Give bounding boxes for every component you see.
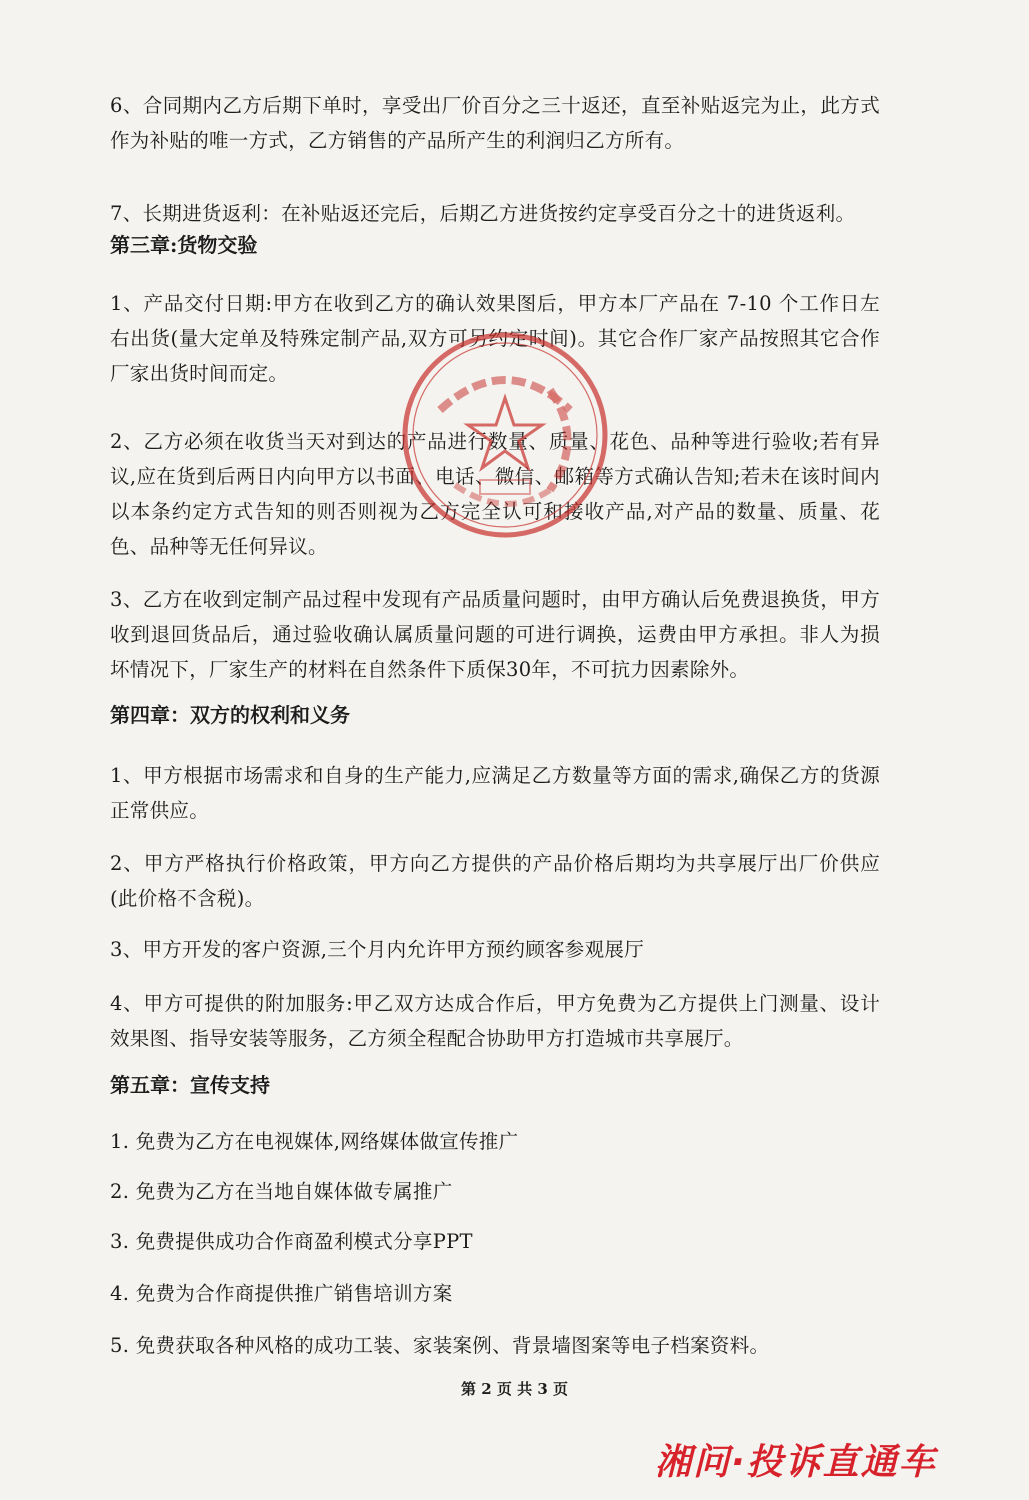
chapter-3-heading: 第三章:货物交验 <box>110 233 258 257</box>
clause-5-2: 2. 免费为乙方在当地自媒体做专属推广 <box>110 1180 453 1203</box>
clause-5-4: 4. 免费为合作商提供推广销售培训方案 <box>110 1282 453 1305</box>
clause-5-1: 1. 免费为乙方在电视媒体,网络媒体做宣传推广 <box>110 1130 519 1153</box>
clause-5-5: 5. 免费获取各种风格的成功工装、家装案例、背景墙图案等电子档案资料。 <box>110 1334 770 1357</box>
clause-4-4: 4、甲方可提供的附加服务:甲乙双方达成合作后，甲方免费为乙方提供上门测量、设计效果图、指导安装等服务，乙方须全程配合协助甲方打造城市共享展厅。 <box>110 992 880 1050</box>
clause-4-2: 2、甲方严格执行价格政策，甲方向乙方提供的产品价格后期均为共享展厅出厂价供应(此价格不含税)。 <box>110 852 880 910</box>
chapter-5-heading: 第五章：宣传支持 <box>110 1073 270 1097</box>
clause-6: 6、合同期内乙方后期下单时，享受出厂价百分之三十返还，直至补贴返完为止，此方式作为补贴的唯一方式，乙方销售的产品所产生的利润归乙方所有。 <box>110 94 880 152</box>
clause-5-3: 3. 免费提供成功合作商盈利模式分享PPT <box>110 1230 473 1253</box>
clause-7: 7、长期进货返利：在补贴返还完后，后期乙方进货按约定享受百分之十的进货返利。 <box>110 202 856 225</box>
watermark-logo: 湘问·投诉直通车 <box>655 1442 937 1483</box>
clause-4-3: 3、甲方开发的客户资源,三个月内允许甲方预约顾客参观展厅 <box>110 938 645 961</box>
clause-3-3: 3、乙方在收到定制产品过程中发现有产品质量问题时，由甲方确认后免费退换货，甲方收到退回货品后，通过验收确认属质量问题的可进行调换，运费由甲方承担。非人为损坏情况下，厂家生产的材料在自然条件下质保30年，不可抗力因素除外。 <box>110 588 880 681</box>
page-number: 第 2 页 共 3 页 <box>461 1380 568 1398</box>
chapter-4-heading: 第四章：双方的权利和义务 <box>110 703 350 727</box>
clause-3-2: 2、乙方必须在收货当天对到达的产品进行数量、质量、花色、品种等进行验收;若有异议,应在货到后两日内向甲方以书面、电话、微信、邮箱等方式确认告知;若未在该时间内以本条约定方式告知的则否则视为乙方完全认可和接收产品,对产品的数量、质量、花色、品种等无任何异议。 <box>110 430 880 558</box>
company-seal-icon <box>400 330 610 540</box>
clause-4-1: 1、甲方根据市场需求和自身的生产能力,应满足乙方数量等方面的需求,确保乙方的货源正常供应。 <box>110 764 880 822</box>
clause-3-1: 1、产品交付日期:甲方在收到乙方的确认效果图后，甲方本厂产品在 7-10 个工作日左右出货(量大定单及特殊定制产品,双方可另约定时间)。其它合作厂家产品按照其它合作厂家出货时间而定。 <box>110 292 880 385</box>
